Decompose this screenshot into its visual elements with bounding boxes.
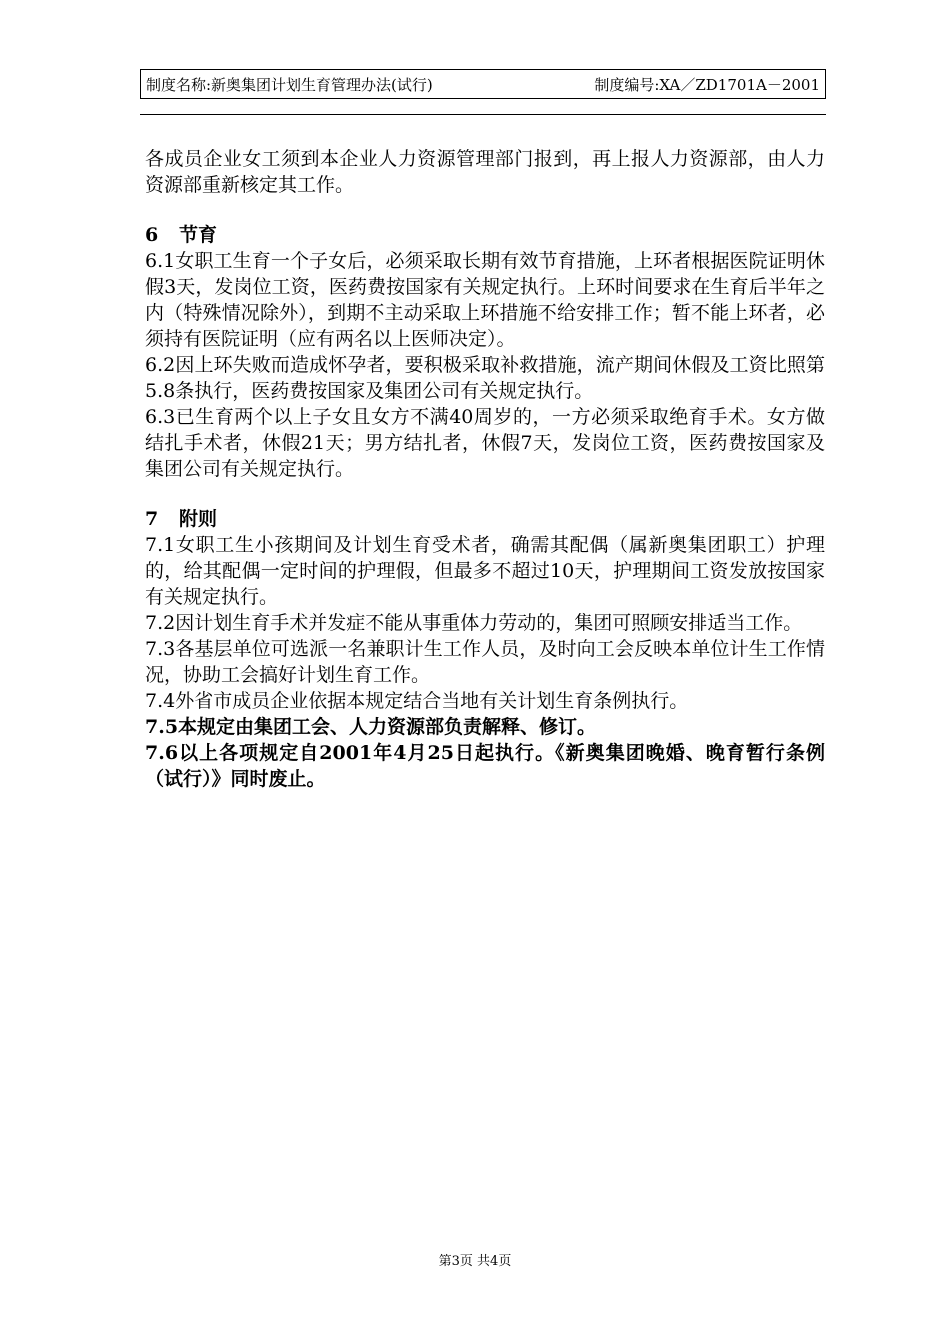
clause-7-2: 7.2因计划生育手术并发症不能从事重体力劳动的，集团可照顾安排适当工作。 (145, 612, 803, 634)
clause-7-5: 7.5本规定由集团工会、人力资源部负责解释、修订。 (145, 716, 597, 738)
spacer (145, 198, 825, 222)
section-6-title: 节育 (179, 224, 218, 246)
section-7-title: 附则 (179, 508, 218, 530)
header-divider (140, 114, 826, 115)
document-body (145, 146, 825, 792)
section-7-heading (145, 506, 825, 532)
clause-7-3: 7.3各基层单位可选派一名兼职计生工作人员，及时向工会反映本单位计生工作情况，协助工会搞好计划生育工作。 (145, 638, 825, 686)
clause-7-6: 7.6以上各项规定自2001年4月25日起执行。《新奥集团晚婚、晚育暂行条例（试行）》同时废止。 (145, 742, 825, 790)
document-header (140, 69, 826, 99)
page-number: 第3页 共4页 (438, 1254, 512, 1269)
intro-paragraph: 各成员企业女工须到本企业人力资源管理部门报到，再上报人力资源部，由人力资源部重新核定其工作。 (145, 148, 825, 196)
clause-7-1: 7.1女职工生小孩期间及计划生育受术者，确需其配偶（属新奥集团职工）护理的，给其配偶一定时间的护理假，但最多不超过10天，护理期间工资发放按国家有关规定执行。 (145, 534, 825, 608)
section-6-number: 6 (145, 224, 159, 246)
document-code: 制度编号:XA／ZD1701A－2001 (594, 75, 820, 94)
clause-6-2: 6.2因上环失败而造成怀孕者，要积极采取补救措施，流产期间休假及工资比照第5.8条执行，医药费按国家及集团公司有关规定执行。 (145, 354, 825, 402)
section-7-number: 7 (145, 508, 159, 530)
clause-6-3: 6.3已生育两个以上子女且女方不满40周岁的，一方必须采取绝育手术。女方做结扎手术者，休假21天；男方结扎者，休假7天，发岗位工资，医药费按国家及集团公司有关规定执行。 (145, 406, 825, 480)
document-title: 制度名称:新奥集团计划生育管理办法(试行) (146, 75, 433, 94)
section-6-heading (145, 222, 825, 248)
clause-6-1: 6.1女职工生育一个子女后，必须采取长期有效节育措施，上环者根据医院证明休假3天，发岗位工资，医药费按国家有关规定执行。上环时间要求在生育后半年之内（特殊情况除外），到期不主动采取上环措施不给安排工作；暂不能上环者，必须持有医院证明（应有两名以上医师决定）。 (145, 250, 825, 350)
clause-7-4: 7.4外省市成员企业依据本规定结合当地有关计划生育条例执行。 (145, 690, 689, 712)
spacer (145, 482, 825, 506)
